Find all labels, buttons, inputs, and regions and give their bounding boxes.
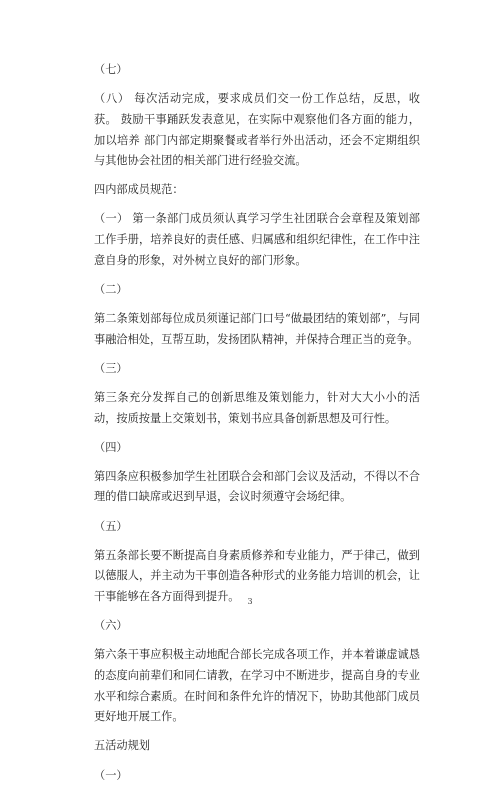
rule-two: 第二条策划部每位成员须谨记部门口号“做最团结的策划部”，与同事融洽相处，互帮互助，发扬团队精神，并保持合理正当的竞争。 [94,311,420,346]
heading-one-activity: （一） [94,768,128,782]
rule-four: 第四条应积极参加学生社团联合会和部门会议及活动，不得以不合理的借口缺席或迟到早退，会议时须遵守会场纪律。 [94,469,420,504]
heading-five: （五） [94,519,128,533]
rule-five: 第五条部长要不断提高自身素质修养和专业能力，严于律己，做到以德服人，并主动为干事创造各种形式的业务能力培训的机会，让干事能够在各方面得到提升。 [94,548,420,604]
document-body [94,60,420,795]
section-heading-activity-plan: 五活动规划 [94,739,150,753]
heading-four: （四） [94,440,128,454]
paragraph-eight: （八） 每次活动完成，要求成员们交一份工作总结，反思，收获。 鼓励干事踊跃发表意见，在实际中观察他们各方面的能力，加以培养 部门内部定期聚餐或者举行外出活动，还会不定期组织与其他协会社团的相关部门进行经验交流。 [94,92,420,168]
page-number: 3 [247,597,253,606]
rule-one: （一） 第一条部门成员须认真学习学生社团联合会章程及策划部工作手册，培养良好的责任感、归属感和组织纪律性，在工作中注意自身的形象，对外树立良好的部门形象。 [94,212,420,267]
heading-six: （六） [94,619,128,633]
section-heading-member-rules: 四内部成员规范： [94,183,184,197]
rule-three: 第三条充分发挥自己的创新思维及策划能力，针对大大小小的活动，按质按量上交策划书，策划书应具备创新思想及可行性。 [94,390,420,425]
heading-three: （三） [94,361,128,375]
heading-two: （二） [94,282,128,296]
heading-seven: （七） [94,63,128,76]
rule-six: 第六条干事应积极主动地配合部长完成各项工作，并本着谦虚诚恳的态度向前辈们和同仁请教，在学习中不断进步，提高自身的专业水平和综合素质。在时间和条件允许的情况下，协助其他部门成员更好地开展工作。 [94,648,420,724]
